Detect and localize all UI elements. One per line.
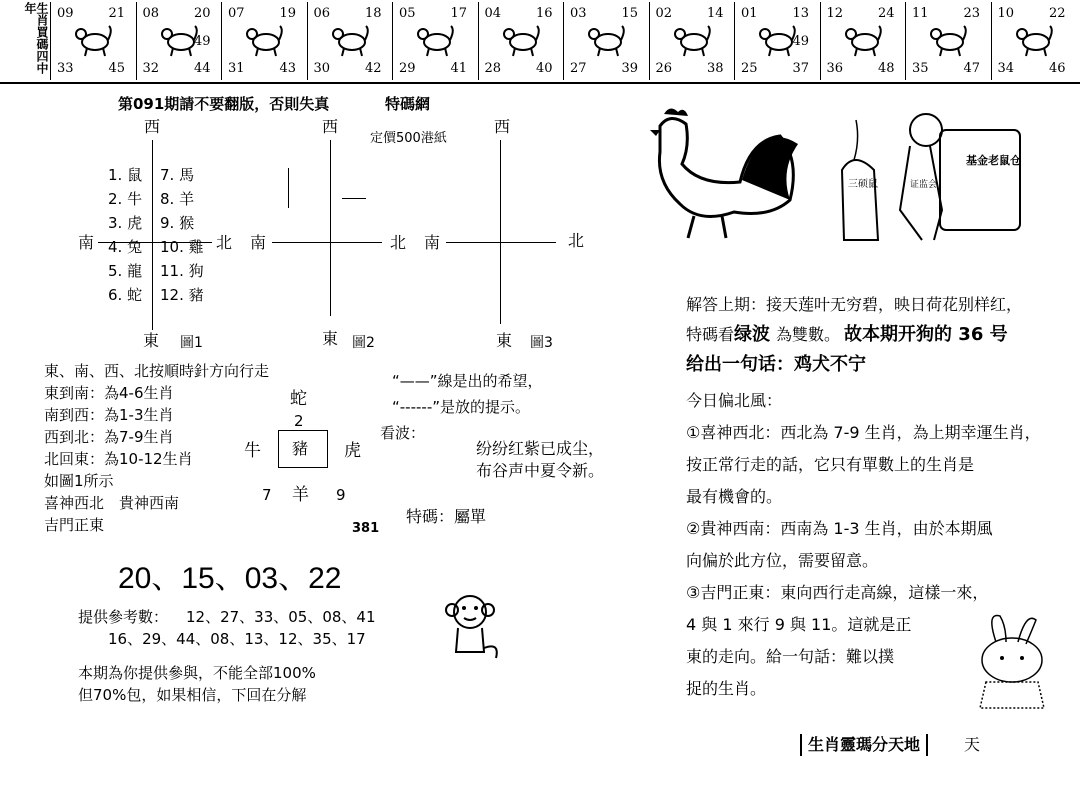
cartoon-icon — [830, 100, 1040, 250]
ref-row2: 16、29、44、08、13、12、35、17 — [108, 630, 366, 648]
cross-left: 牛 — [244, 441, 261, 461]
cross-bottom-right: 9 — [336, 486, 346, 504]
stamp-box — [800, 734, 928, 756]
rabbit-icon — [244, 20, 284, 58]
rabbit-icon — [966, 612, 1058, 716]
fig2-label: 圖2 — [352, 335, 375, 351]
cell-number-tr: 24 — [877, 6, 895, 21]
rule-line: 吉門正東 — [44, 516, 105, 534]
cell-number-br: 46 — [1048, 61, 1066, 76]
cell-number-tl: 06 — [313, 6, 331, 21]
monkey-icon — [436, 592, 506, 664]
zodiac-list-item: 8. 羊 — [160, 190, 195, 208]
zodiac-list-item: 1. 鼠 — [108, 166, 143, 184]
fig1-east: 東 — [143, 331, 160, 350]
cell-number-br: 41 — [450, 61, 467, 76]
fig3-north: 北 — [568, 231, 585, 250]
legend-poem2: 布谷声中夏令新。 — [476, 461, 605, 480]
cell-number-br: 45 — [108, 61, 125, 76]
cell-number-br: 37 — [792, 61, 809, 76]
cross-top: 蛇 — [290, 389, 307, 409]
cell-number-br: 38 — [706, 61, 724, 76]
cell-number-tr: 19 — [279, 6, 296, 21]
legend-look: 看波： — [380, 424, 426, 442]
cartoon-sign2: 证监会 — [910, 180, 938, 190]
legend-code-frag: 381 — [352, 521, 380, 536]
zodiac-list-item: 5. 龍 — [108, 262, 143, 280]
cell-number-tl: 08 — [142, 6, 160, 21]
legend-tema: 特碼：屬單 — [406, 507, 487, 526]
sheep-icon — [586, 20, 626, 58]
answer-a: 特碼看 — [686, 325, 735, 344]
cross-bottom: 羊 — [292, 485, 309, 505]
fig2-hline — [272, 242, 382, 243]
cell-number-br: 40 — [535, 61, 553, 76]
cross-top-num: 2 — [294, 412, 304, 430]
rule-line: 南到西：為1-3生肖 — [44, 406, 174, 424]
cell-number-tr: 23 — [963, 6, 980, 21]
rat-icon — [1014, 20, 1054, 58]
para-8: 東的走向。給一句話：難以撲 — [686, 647, 895, 666]
zodiac-list-item: 6. 蛇 — [108, 286, 143, 304]
cell-number-bl: 28 — [484, 61, 502, 76]
para-9: 捉的生肖。 — [686, 679, 767, 698]
para-6: ③吉門正東：東向西行走高線，這樣一來， — [686, 583, 989, 602]
para-4: ②貴神西南：西南為 1-3 生肖，由於本期風 — [686, 519, 993, 538]
zodiac-list-item: 7. 馬 — [160, 166, 195, 184]
price: 定價500港紙 — [370, 131, 447, 146]
main-numbers: 20、15、03、22 — [118, 562, 342, 595]
cell-number-tr: 20 — [193, 6, 211, 21]
rule-line: 喜神西北 貴神西南 — [44, 494, 180, 512]
cell-number-mid: 49 — [193, 34, 211, 49]
cell-number-tl: 04 — [484, 6, 502, 21]
monkey-icon — [73, 20, 113, 58]
cross-right: 虎 — [344, 441, 361, 461]
zodiac-cell — [136, 2, 217, 80]
cell-number-bl: 27 — [570, 61, 587, 76]
dragon-icon — [330, 20, 370, 58]
cartoon-sign3: 三硕鼠 — [848, 179, 878, 190]
cell-number-br: 44 — [193, 61, 211, 76]
fig1-west: 西 — [144, 117, 161, 136]
cell-number-tr: 15 — [621, 6, 638, 21]
rooster-icon — [630, 100, 806, 242]
zodiac-cell — [478, 2, 559, 80]
stamp-tail: 天 — [964, 735, 981, 754]
cell-number-mid: 49 — [792, 34, 809, 49]
rule-line: 西到北：為7-9生肖 — [44, 428, 174, 446]
fig3-label: 圖3 — [530, 335, 553, 351]
cell-number-tr: 18 — [364, 6, 382, 21]
fig3-hline — [446, 242, 556, 243]
zodiac-cell — [221, 2, 302, 80]
fig3-east: 東 — [496, 331, 513, 350]
zodiac-list-item: 2. 牛 — [108, 190, 143, 208]
cell-number-tl: 12 — [826, 6, 844, 21]
cross-center: 豬 — [292, 439, 309, 458]
cell-number-tl: 02 — [655, 6, 673, 21]
horse-icon — [501, 20, 541, 58]
cell-number-tl: 10 — [997, 6, 1015, 21]
dog-icon — [843, 20, 883, 58]
answer-line1: 解答上期：接天莲叶无穷碧，映日荷花别样红， — [686, 295, 1023, 314]
rule-line: 東、南、西、北按順時針方向行走 — [44, 362, 270, 380]
cross-bottom-left: 7 — [262, 486, 272, 504]
zodiac-cell — [905, 2, 986, 80]
fig2-north: 北 — [390, 233, 407, 252]
cell-number-tl: 05 — [399, 6, 416, 21]
fig1-label: 圖1 — [180, 335, 203, 351]
rule-line: 東到南：為4-6生肖 — [44, 384, 174, 402]
cell-number-tl: 07 — [228, 6, 245, 21]
cell-number-tr: 21 — [108, 6, 125, 21]
cell-number-bl: 31 — [228, 61, 245, 76]
footer-left2: 但70%包，如果相信，下回在分解 — [78, 686, 307, 704]
fig2-east: 東 — [322, 329, 339, 348]
cell-number-bl: 36 — [826, 61, 844, 76]
zodiac-cell — [991, 2, 1072, 80]
cell-number-bl: 34 — [997, 61, 1015, 76]
fig1-vline — [152, 140, 153, 330]
cell-number-bl: 32 — [142, 61, 160, 76]
answer-c: 為雙數。 — [776, 325, 841, 344]
stamp: 生肖靈瑪分天地 — [808, 735, 921, 754]
zodiac-list-item: 3. 虎 — [108, 214, 143, 232]
cross-center-box — [278, 430, 328, 468]
cell-number-tr: 16 — [535, 6, 553, 21]
cell-number-bl: 26 — [655, 61, 673, 76]
ref-label: 提供參考數： — [78, 608, 169, 626]
answer-d: 故本期开狗的 36 号 — [844, 324, 1008, 345]
cell-number-tl: 09 — [57, 6, 74, 21]
zodiac-list-item: 4. 兔 — [108, 238, 143, 256]
cartoon-sign: 基金老鼠仓 — [966, 154, 1021, 167]
cell-number-br: 42 — [364, 61, 382, 76]
cell-number-tl: 03 — [570, 6, 587, 21]
fig2-vline — [330, 140, 331, 316]
fig2-hope-vline — [288, 168, 289, 208]
fig1-north: 北 — [216, 233, 233, 252]
monkey-icon — [672, 20, 712, 58]
cartoon-illustration — [830, 100, 1040, 250]
fig3-west: 西 — [494, 117, 511, 136]
para-3: 最有機會的。 — [686, 487, 783, 506]
wind: 今日偏北風： — [686, 391, 783, 410]
rule-line: 如圖1所示 — [44, 472, 114, 490]
zodiac-list-item: 11. 狗 — [160, 262, 204, 280]
para-5: 向偏於此方位，需要留意。 — [686, 551, 879, 570]
cell-number-tr: 14 — [706, 6, 724, 21]
fig2-south: 南 — [250, 233, 267, 252]
zodiac-header — [0, 0, 1080, 84]
zodiac-cell — [563, 2, 644, 80]
legend-poem1: 纷纷红紫已成尘， — [476, 439, 605, 458]
para-2: 按正常行走的話，它只有單數上的生肖是 — [686, 455, 975, 474]
cell-number-br: 43 — [279, 61, 296, 76]
para-1: ①喜神西北：西北為 7-9 生肖，為上期幸運生肖， — [686, 423, 1041, 442]
zodiac-list-item: 10. 雞 — [160, 238, 204, 256]
cell-number-tr: 17 — [450, 6, 467, 21]
zodiac-list-item: 9. 猴 — [160, 214, 195, 232]
cell-number-tr: 22 — [1048, 6, 1066, 21]
footer-left1: 本期為你提供參與，不能全部100% — [78, 664, 316, 682]
cell-number-br: 48 — [877, 61, 895, 76]
fig3-south: 南 — [424, 233, 441, 252]
zodiac-cell — [307, 2, 388, 80]
legend-hint: “------”是放的提示。 — [392, 398, 531, 416]
legend-hope: “——”線是出的希望， — [392, 372, 543, 390]
zodiac-cell — [392, 2, 473, 80]
cell-number-bl: 29 — [399, 61, 416, 76]
cell-number-bl: 30 — [313, 61, 331, 76]
answer-line2 — [686, 324, 1008, 346]
cell-number-tl: 11 — [912, 6, 929, 21]
cell-number-bl: 35 — [912, 61, 929, 76]
tiger-icon — [159, 20, 199, 58]
zodiac-cell — [50, 2, 131, 80]
zodiac-list-item: 12. 豬 — [160, 286, 204, 304]
fig3-vline — [500, 140, 501, 324]
zodiac-cell — [734, 2, 815, 80]
pig-icon — [928, 20, 968, 58]
rule-line: 北回東：為10-12生肖 — [44, 450, 193, 468]
fig2-west: 西 — [322, 117, 339, 136]
cell-number-bl: 25 — [741, 61, 758, 76]
cell-number-br: 39 — [621, 61, 638, 76]
cell-number-tr: 13 — [792, 6, 809, 21]
cell-number-tl: 01 — [741, 6, 758, 21]
snake-icon — [415, 20, 455, 58]
answer-b: 绿波 — [734, 324, 771, 345]
zodiac-cell — [649, 2, 730, 80]
fig1-south: 南 — [78, 233, 95, 252]
rooster-icon — [757, 20, 797, 58]
notice-tail: 特碼網 — [385, 95, 431, 113]
cell-number-bl: 33 — [57, 61, 74, 76]
ref-row1: 12、27、33、05、08、41 — [186, 608, 376, 626]
phrase: 给出一句话：鸡犬不宁 — [686, 354, 866, 375]
para-7: 4 與 1 來行 9 與 11。這就是正 — [686, 615, 912, 634]
fig2-hope-hline — [342, 198, 366, 199]
cell-number-br: 47 — [963, 61, 980, 76]
zodiac-cell — [820, 2, 901, 80]
notice: 第091期請不要翻版，否則失真 — [118, 95, 330, 113]
header-title: 生肖買碼四中年 — [23, 2, 49, 74]
